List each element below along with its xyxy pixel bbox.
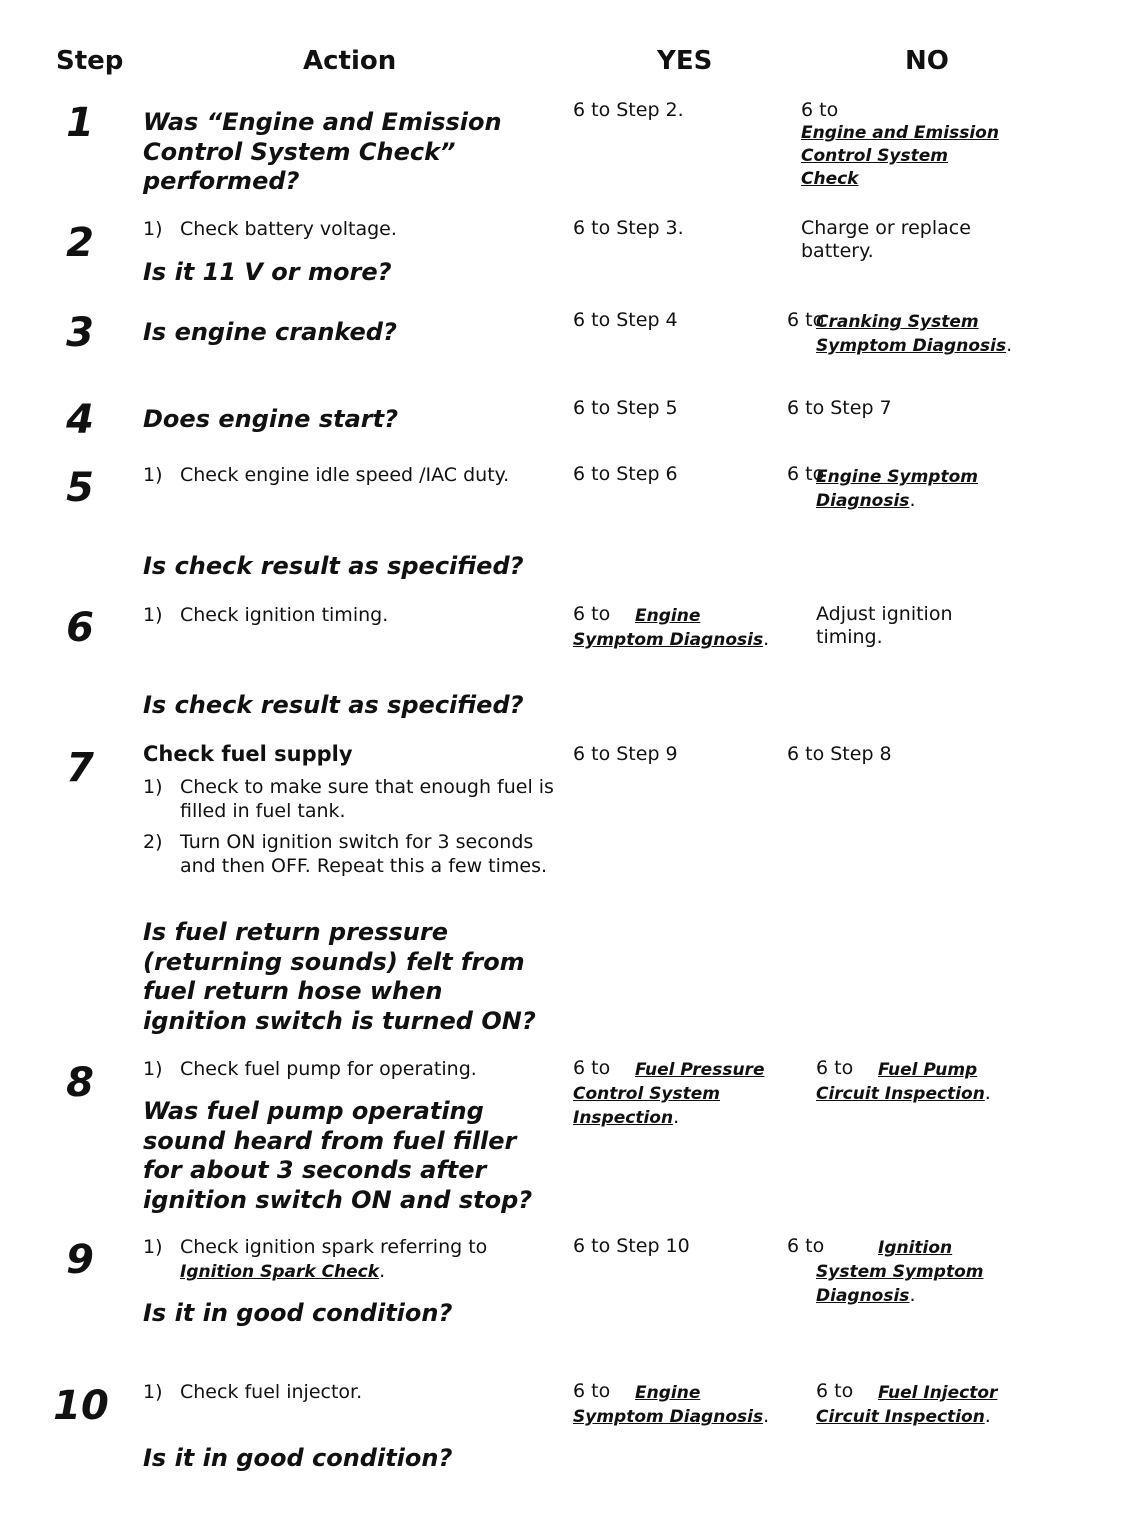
no-action: Charge or replace battery. (801, 217, 971, 262)
item-number: 1) (143, 1058, 163, 1080)
check-item (143, 830, 563, 878)
step-number: 6 (66, 605, 94, 651)
yes-end: . (763, 628, 770, 650)
no-end: . (984, 1082, 991, 1104)
yes-action: 6 to Step 3. (573, 217, 684, 239)
yes-go: 6 to (573, 603, 611, 625)
step-question: Is check result as specified? (143, 552, 524, 580)
no-end: . (1006, 334, 1013, 356)
no-link[interactable]: Engine Symptom Diagnosis (816, 467, 978, 511)
step-question: Is engine cranked? (143, 318, 397, 346)
step-number: 10 (53, 1383, 109, 1429)
yes-link[interactable]: Engine Symptom Diagnosis (573, 606, 764, 650)
item-number: 1) (143, 776, 163, 798)
check-item (143, 1380, 563, 1404)
step-number: 1 (66, 100, 94, 146)
item-number: 1) (143, 464, 163, 486)
check-item (143, 603, 563, 627)
no-end: . (909, 489, 916, 511)
item-text: Check ignition timing. (180, 604, 389, 626)
step-number: 7 (66, 745, 94, 791)
no-end: . (909, 1284, 916, 1306)
step-number: 5 (66, 465, 94, 511)
step-number: 2 (66, 220, 94, 266)
yes-action: 6 to Step 6 (573, 463, 678, 485)
item-number: 1) (143, 604, 163, 626)
no-action: Adjust ignition timing. (816, 603, 953, 648)
step-question: Is it in good condition? (143, 1299, 453, 1327)
header-action: Action (303, 46, 397, 76)
no-link[interactable]: Engine and Emission Control System Check (801, 123, 999, 189)
item-text: Check engine idle speed /IAC duty. (180, 464, 510, 486)
no-go: 6 to (787, 463, 825, 485)
no-action: 6 to Step 8 (787, 743, 892, 765)
no-action: 6 to Step 7 (787, 397, 892, 419)
yes-action (573, 1058, 788, 1130)
no-action (816, 1381, 1016, 1429)
check-title: Check fuel supply (143, 742, 353, 766)
header-no: NO (905, 46, 949, 76)
no-link[interactable]: Cranking System Symptom Diagnosis (816, 312, 1007, 356)
item-text: Turn ON ignition switch for 3 seconds and then OFF. Repeat this a few times. (180, 831, 548, 877)
no-go: 6 to (816, 1380, 854, 1402)
item-end: . (379, 1260, 386, 1282)
no-link[interactable]: Ignition System Symptom Diagnosis (816, 1238, 984, 1306)
yes-action (573, 604, 793, 652)
yes-action (573, 1381, 793, 1429)
check-item (143, 775, 563, 823)
item-body (180, 1235, 560, 1284)
no-end: . (984, 1405, 991, 1427)
no-link[interactable]: Fuel Injector Circuit Inspection (816, 1383, 998, 1427)
no-link[interactable]: Fuel Pump Circuit Inspection (816, 1060, 985, 1104)
item-link[interactable]: Ignition Spark Check (180, 1262, 380, 1282)
step-question: Was fuel pump operating sound heard from fuel filler for about 3 seconds after ignition switch ON and stop? (143, 1097, 533, 1214)
step-number: 4 (66, 397, 94, 443)
yes-action: 6 to Step 4 (573, 309, 678, 331)
yes-go: 6 to (573, 1380, 611, 1402)
yes-end: . (763, 1405, 770, 1427)
yes-go: 6 to (573, 1057, 611, 1079)
item-text: Check ignition spark referring to (180, 1236, 488, 1258)
step-question: Does engine start? (143, 405, 398, 433)
step-question: Was “Engine and Emission Control System Check” performed? (143, 108, 502, 195)
header-step: Step (56, 46, 124, 76)
item-text: Check to make sure that enough fuel is filled in fuel tank. (180, 776, 554, 822)
yes-end: . (673, 1106, 680, 1128)
check-item (143, 1235, 563, 1284)
item-number: 1) (143, 1381, 163, 1403)
item-number: 2) (143, 831, 163, 853)
no-go: 6 to (787, 1235, 825, 1257)
no-action (816, 1058, 1016, 1106)
check-item (143, 217, 563, 241)
no-action (816, 310, 1016, 358)
no-action (816, 1236, 1006, 1308)
no-action (816, 465, 1036, 513)
yes-action: 6 to Step 2. (573, 99, 684, 121)
item-number: 1) (143, 1236, 163, 1258)
yes-action: 6 to Step 5 (573, 397, 678, 419)
item-number: 1) (143, 218, 163, 240)
no-go: 6 to (787, 309, 825, 331)
no-action (801, 99, 1031, 191)
step-number: 3 (66, 310, 94, 356)
yes-action: 6 to Step 9 (573, 743, 678, 765)
step-number: 9 (66, 1237, 94, 1283)
item-text: Check fuel pump for operating. (180, 1058, 477, 1080)
check-item (143, 1057, 563, 1081)
no-go: 6 to (816, 1057, 854, 1079)
item-text: Check fuel injector. (180, 1381, 363, 1403)
check-item (143, 463, 563, 487)
header-yes: YES (657, 46, 713, 76)
yes-action: 6 to Step 10 (573, 1235, 690, 1257)
item-text: Check battery voltage. (180, 218, 397, 240)
step-question: Is fuel return pressure (returning sounds) felt from fuel return hose when ignition switch is turned ON? (143, 918, 536, 1035)
yes-link[interactable]: Fuel Pressure Control System Inspection (573, 1060, 765, 1128)
step-question: Is it in good condition? (143, 1444, 453, 1472)
step-question: Is it 11 V or more? (143, 258, 392, 286)
step-number: 8 (66, 1060, 94, 1106)
no-go: 6 to (801, 99, 839, 121)
step-question: Is check result as specified? (143, 691, 524, 719)
yes-link[interactable]: Engine Symptom Diagnosis (573, 1383, 764, 1427)
